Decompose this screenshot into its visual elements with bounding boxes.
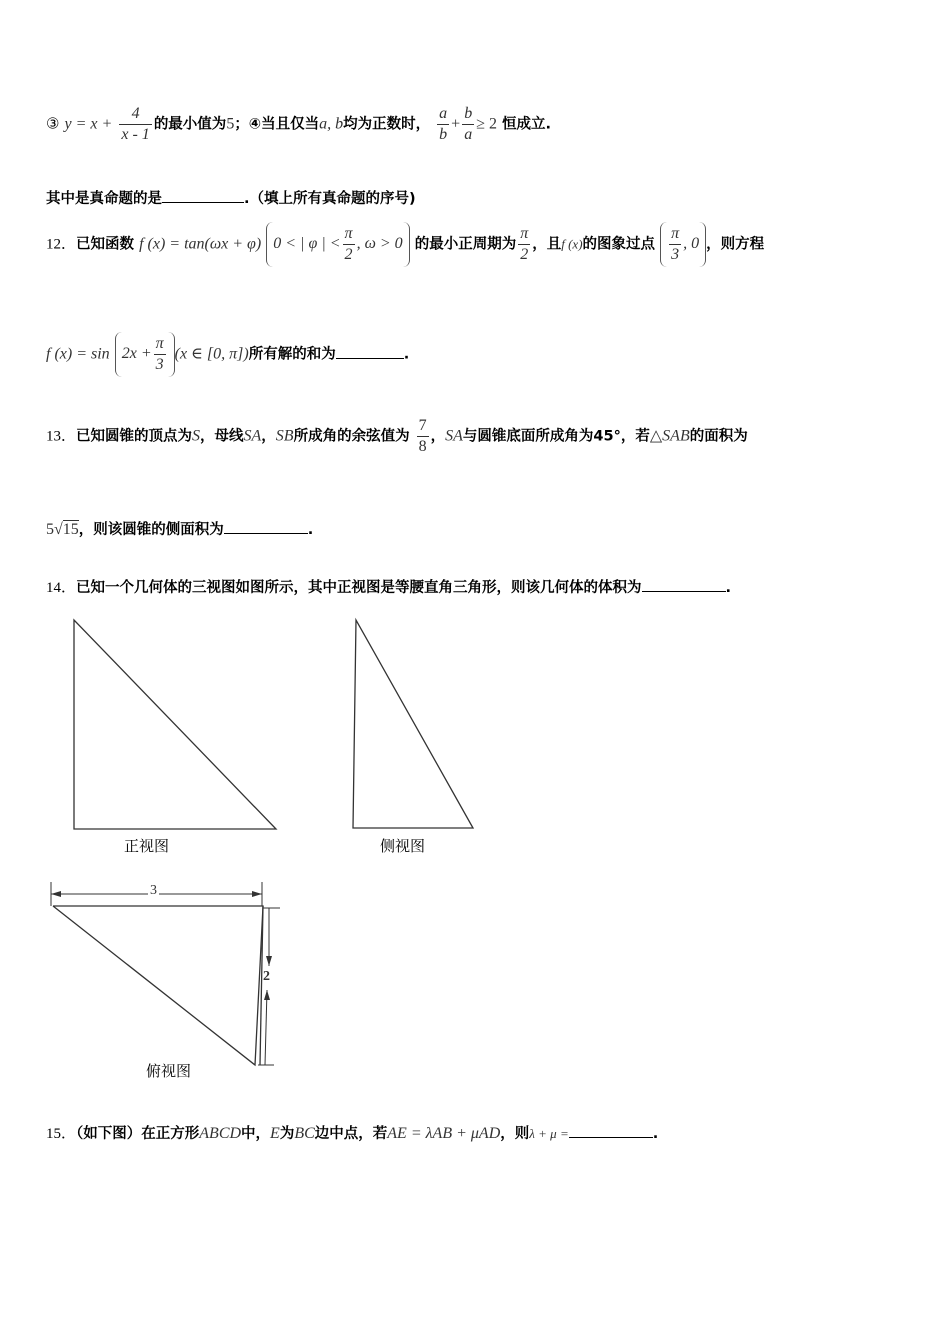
q13-line-2: 5√15，则该圆锥的侧面积为 . <box>46 521 314 538</box>
q11-line: ③ y = x + $\frac{4}{x - 1}$ 的最小值为5；④当且仅当a, b均为正数时， $\frac{a}{b}$ + $\frac{b}{a}$ ≥ 2 恒成立. <box>46 105 552 143</box>
q11-y-eq: y = x + <box>64 115 113 133</box>
q12-sin-arg: 2x + $\frac{\pi}{3}$ <box>115 332 175 377</box>
q15-line: 15．（如下图）在正方形ABCD中，E为BC边中点，若AE = λAB + μAD，则λ + μ = . <box>46 1125 659 1142</box>
arrow-right-icon <box>252 891 262 897</box>
front-view-triangle <box>74 620 276 829</box>
q13-number: 13． <box>46 428 77 445</box>
dimension-3-label: 3 <box>150 883 157 898</box>
side-view-label: 侧视图 <box>380 837 426 855</box>
q11-answer-line: 其中是真命题的是 .（填上所有真命题的序号) <box>46 187 416 208</box>
q11-frac: $\frac{4}{x - 1}$ <box>121 105 150 143</box>
top-view-shape <box>53 906 263 1065</box>
arrow-down-icon <box>266 956 272 966</box>
q13-cos-frac: $\frac{7}{8}$ <box>418 417 427 455</box>
q12-line-2: f (x) = sin 2x + $\frac{\pi}{3}$ (x ∈ [0, π])所有解的和为 . <box>46 332 409 377</box>
arrow-up-icon <box>264 990 270 1000</box>
q13-line-1: 13．已知圆锥的顶点为S，母线SA，SB所成角的余弦值为 $\frac{7}{8}$ ，SA与圆锥底面所成角为45°，若△SAB的面积为 <box>46 417 748 455</box>
q11-frac-a-b: $\frac{a}{b}$ <box>439 105 448 143</box>
q14-line: 14．已知一个几何体的三视图如图所示，其中正视图是等腰直角三角形，则该几何体的体积为 . <box>46 576 731 597</box>
arrow-left-icon <box>51 891 61 897</box>
front-view-label: 正视图 <box>124 837 170 855</box>
q12-point: $\frac{\pi}{3}$ , 0 <box>660 222 706 267</box>
q12-line-1: 12．已知函数 f (x) = tan(ωx + φ) 0 < | φ | < $\frac{\pi}{2}$ , ω > 0 的最小正周期为 $\frac{\pi}{2}$ ，且f (x)的图象过点 $\frac{\pi}{3}$ , 0 ，则方程 <box>46 222 764 267</box>
circle-3: ③ <box>46 116 60 133</box>
q12-number: 12． <box>46 236 77 253</box>
q15-number: 15． <box>46 1126 77 1142</box>
sqrt-icon: √ <box>54 521 63 538</box>
q11-frac-b-a: $\frac{b}{a}$ <box>464 105 473 143</box>
dimension-2-label: 2 <box>263 969 270 984</box>
dimension-line-2-bottom <box>265 990 267 1065</box>
q12-func: f (x) = tan(ωx + φ) <box>139 235 262 253</box>
q12-period: $\frac{\pi}{2}$ <box>520 225 529 263</box>
top-view-label: 俯视图 <box>146 1062 192 1080</box>
side-view-triangle <box>353 620 473 828</box>
answer-blank[interactable] <box>569 1123 653 1138</box>
q14-number: 14． <box>46 580 77 596</box>
q12-condition: 0 < | φ | < $\frac{\pi}{2}$ , ω > 0 <box>266 222 409 267</box>
